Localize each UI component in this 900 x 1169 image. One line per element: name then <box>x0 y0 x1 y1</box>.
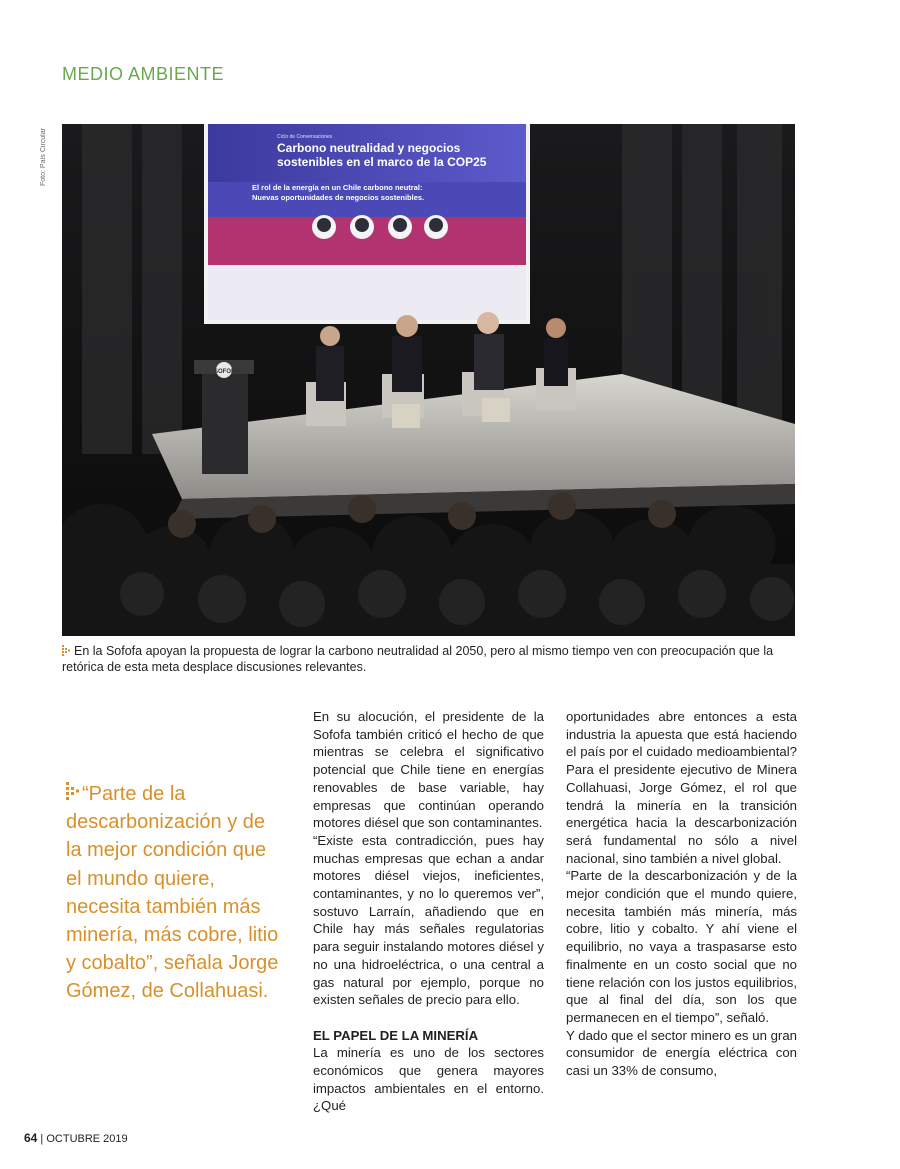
article-column-2 <box>566 708 797 1080</box>
screen-line-3: sostenibles en el marco de la COP25 <box>277 155 487 169</box>
quote-arrow-icon <box>66 782 80 800</box>
paragraph: “Parte de la descarbonización y de la mejor condición que el mundo quiere, necesita también más minería, más cobre, litio y cobalto. Y ahí viene el equilibrio, no vaya a traspasarse esto finalmente en un costo social que no tiene relación con los justos equilibrios, que al final del día, son los que permanecen en el tiempo”, señaló. <box>566 868 797 1025</box>
paragraph: Y dado que el sector minero es un gran consumidor de energía eléctrica con casi un 33% de consumo, <box>566 1027 797 1079</box>
section-heading: EL PAPEL DE LA MINERÍA <box>313 1027 479 1043</box>
caption-text: En la Sofofa apoyan la propuesta de lograr la carbono neutralidad al 2050, pero al mismo tiempo ven con preocupación que la retórica de esta meta desplace discusiones relevantes. <box>62 644 774 674</box>
paragraph: “Existe esta contradicción, pues hay muchas empresas que echan a andar motores diésel viejos, ineficientes, contaminantes, y no lo queremos ver”, sostuvo Larraín, añadiendo que en Chile hay más señales regulatorias para seguir instalando motores diésel y no una hidroeléctrica, o una central a gas natural por ejemplo, porque no existen señales de precio para ello. <box>313 832 544 1008</box>
paragraph: La minería es uno de los sectores económicos que genera mayores impactos ambientales en el entorno. ¿Qué <box>313 1045 544 1114</box>
screen-line-2: Carbono neutralidad y negocios <box>277 141 461 155</box>
screen-line-1: Ciclo de Conversaciones <box>277 134 333 140</box>
paragraph: En su alocución, el presidente de la Sofofa también criticó el hecho de que mientras se celebra el significativo potencial que Chile tiene en energías renovables de base variable, hay empresas que continúan operando motores diésel que son contaminantes. <box>313 709 544 831</box>
pull-quote <box>66 780 286 1006</box>
section-label: MEDIO AMBIENTE <box>62 64 225 84</box>
photo-credit: Foto: País Circular <box>40 128 47 186</box>
page-footer <box>24 1131 128 1145</box>
paragraph: oportunidades abre entonces a esta industria la apuesta que está haciendo el país por el cuidado medioambiental? Para el presidente ejecutivo de Minera Collahuasi, Jorge Gómez, el rol que tendrá la minería en la transición energética hacia la descarbonización será fundamental no sólo a nivel nacional, sino también a nivel global. <box>566 709 797 866</box>
page-number: 64 <box>24 1131 38 1145</box>
photo-caption <box>62 643 800 675</box>
article-column-1 <box>313 708 544 1115</box>
issue-date: OCTUBRE 2019 <box>46 1133 128 1145</box>
event-photo <box>62 124 795 636</box>
bullet-arrow-icon <box>62 645 71 656</box>
screen-line-4: El rol de la energía en un Chile carbono neutral: <box>252 183 423 192</box>
event-photo-illustration <box>62 124 795 636</box>
pull-quote-text: “Parte de la descarbonización y de la mejor condición que el mundo quiere, necesita también más minería, más cobre, litio y cobalto”, señala Jorge Gómez, de Collahuasi. <box>66 783 279 1003</box>
podium-logo: SOFOFA <box>214 369 239 375</box>
footer-separator: | <box>40 1133 47 1145</box>
screen-line-5: Nuevas oportunidades de negocios sostenibles. <box>252 193 425 202</box>
